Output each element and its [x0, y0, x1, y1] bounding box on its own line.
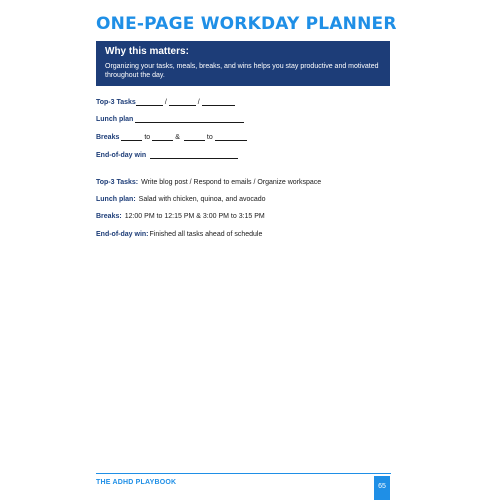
task-2-blank[interactable]: [169, 99, 196, 106]
win-blank[interactable]: [150, 152, 238, 159]
page-title: ONE-PAGE WORKDAY PLANNER: [96, 14, 397, 34]
book-title: THE ADHD PLAYBOOK: [96, 479, 177, 486]
example-breaks-value: 12:00 PM to 12:15 PM & 3:00 PM to 3:15 PM: [124, 213, 265, 220]
and-word: &: [175, 134, 180, 141]
example-breaks-row: [96, 213, 265, 220]
to-word: to: [206, 134, 213, 141]
example-lunch-value: Salad with chicken, quinoa, and avocado: [138, 196, 266, 203]
form-win-label: End-of-day win: [96, 152, 147, 159]
example-tasks-label: Top-3 Tasks:: [96, 179, 139, 186]
break-2-end-blank[interactable]: [215, 134, 247, 141]
example-breaks-label: Breaks:: [96, 213, 122, 220]
page-number: 65: [374, 476, 390, 500]
form-tasks-label: Top-3 Tasks: [96, 99, 136, 106]
form-tasks-row: [96, 99, 235, 106]
example-win-row: [96, 231, 262, 238]
task-separator: /: [197, 99, 200, 106]
form-breaks-label: Breaks: [96, 134, 120, 141]
break-1-start-blank[interactable]: [121, 134, 142, 141]
example-tasks-row: [96, 179, 321, 186]
task-3-blank[interactable]: [202, 99, 235, 106]
form-win-row: [96, 152, 238, 159]
example-win-value: Finished all tasks ahead of schedule: [149, 231, 263, 238]
callout-heading: Why this matters:: [105, 46, 189, 57]
example-win-label: End-of-day win:: [96, 231, 149, 238]
example-tasks-value: Write blog post / Respond to emails / Organize workspace: [141, 179, 322, 186]
form-lunch-label: Lunch plan: [96, 116, 134, 123]
form-lunch-row: [96, 116, 244, 123]
callout-body: Organizing your tasks, meals, breaks, and wins helps you stay productive and motivated throughout the day.: [105, 63, 379, 79]
why-callout: [96, 41, 390, 86]
to-word: to: [144, 134, 151, 141]
example-lunch-row: [96, 196, 266, 203]
task-separator: /: [164, 99, 167, 106]
footer-divider: [96, 473, 391, 474]
task-1-blank[interactable]: [136, 99, 163, 106]
form-breaks-row: [96, 134, 247, 141]
lunch-blank[interactable]: [135, 116, 244, 123]
break-1-end-blank[interactable]: [152, 134, 173, 141]
example-lunch-label: Lunch plan:: [96, 196, 136, 203]
break-2-start-blank[interactable]: [184, 134, 205, 141]
